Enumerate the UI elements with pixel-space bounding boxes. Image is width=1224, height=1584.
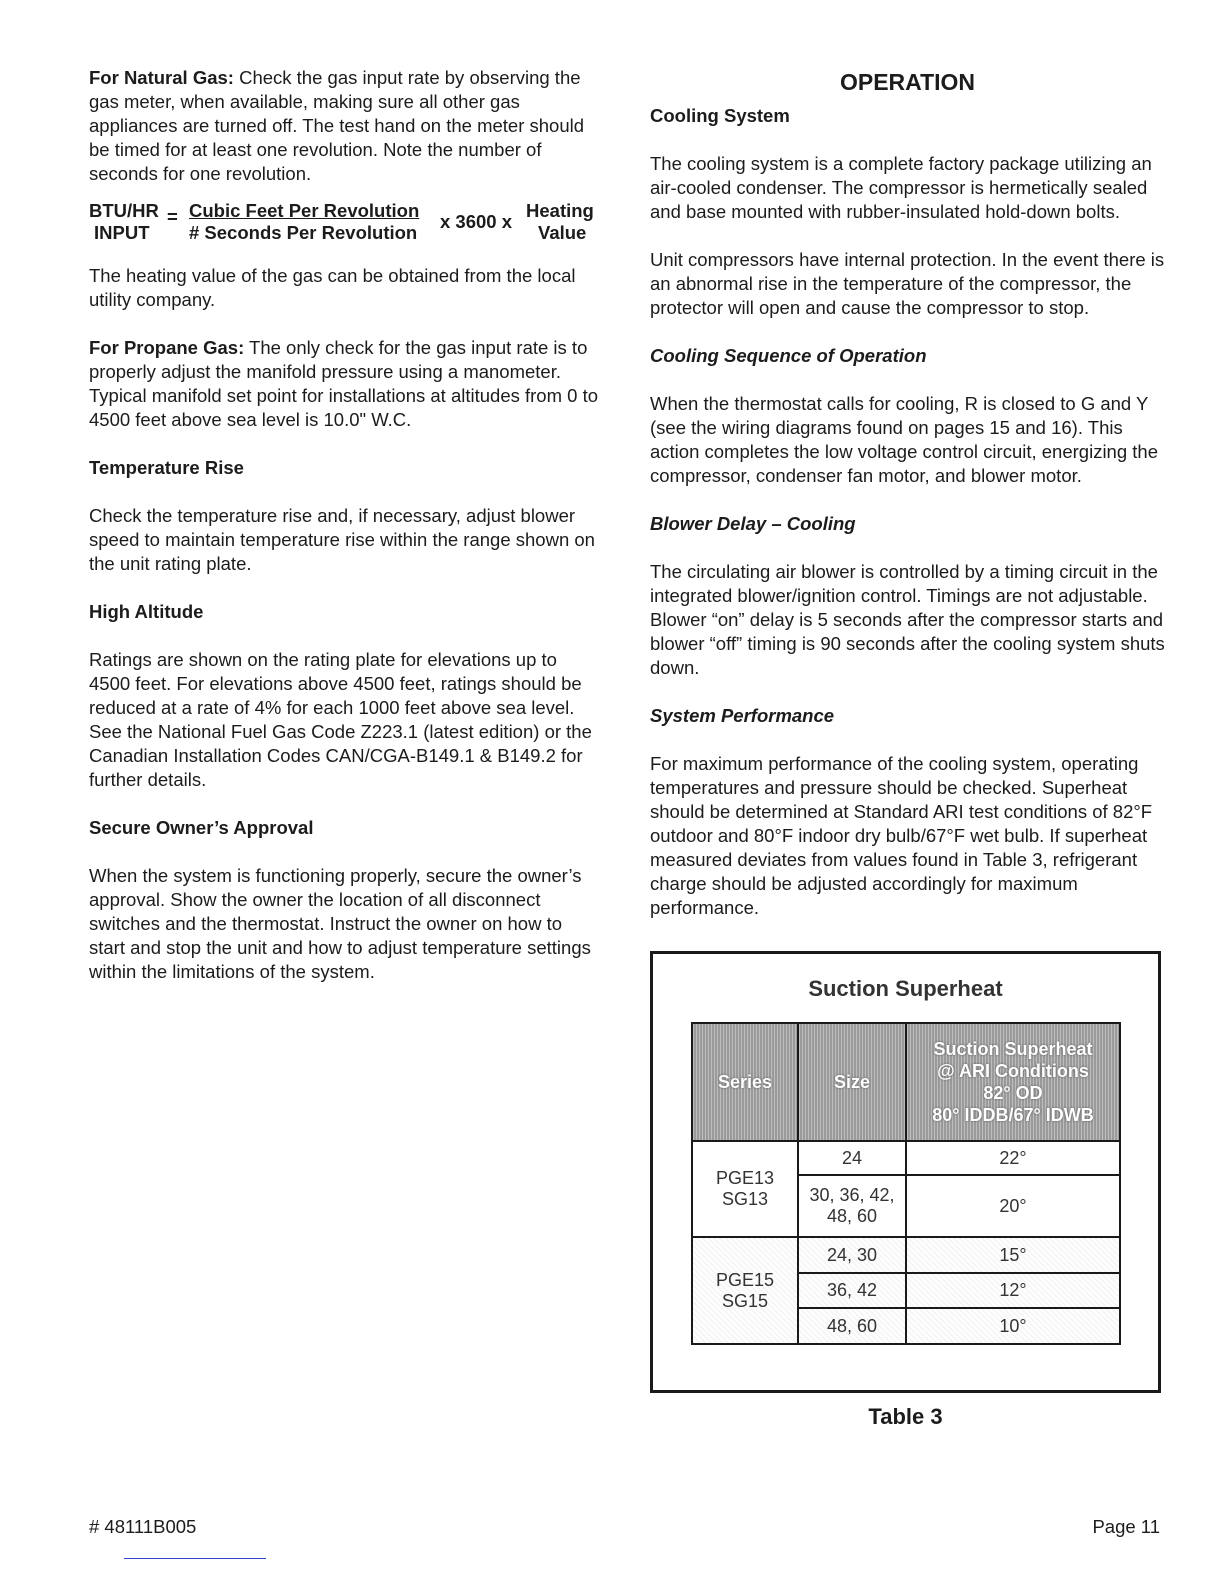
- blower-delay-heading: Blower Delay – Cooling: [650, 513, 856, 534]
- size-cell: 24, 30: [798, 1237, 906, 1273]
- formula-multiplier: x 3600 x: [440, 211, 513, 232]
- high-altitude-heading: High Altitude: [89, 601, 204, 622]
- table-caption: Table 3: [868, 1404, 943, 1429]
- superheat-cell: 15°: [906, 1237, 1120, 1273]
- formula-input-label: INPUT: [94, 222, 150, 243]
- table-row: [692, 1141, 1120, 1175]
- cooling-system-paragraph-1: The cooling system is a complete factory package utilizing an air-cooled condenser. The compressor is hermetically sealed and base mounted with rubber-insulated hold-down bolts.: [650, 153, 1152, 222]
- natural-gas-lead: For Natural Gas:: [89, 67, 234, 88]
- heating-value-paragraph: The heating value of the gas can be obtained from the local utility company.: [89, 265, 576, 310]
- owner-approval-paragraph: When the system is functioning properly, secure the owner’s approval. Show the owner the location of all disconnect switches and the thermostat. Instruct the owner on how to start and stop the unit and how to adjust temperature settings within the limitations of the system.: [89, 865, 591, 982]
- suction-superheat-table-box: [650, 951, 1161, 1393]
- owner-approval-heading: Secure Owner’s Approval: [89, 817, 314, 838]
- superheat-cell: 12°: [906, 1273, 1120, 1308]
- size-cell: 48, 60: [798, 1308, 906, 1344]
- operation-title: OPERATION: [839, 69, 976, 95]
- header-superheat-line-4: 80° IDDB/67° IDWB: [932, 1105, 1094, 1125]
- superheat-cell: 22°: [906, 1141, 1120, 1175]
- suction-superheat-table: [691, 1022, 1121, 1345]
- superheat-cell: 10°: [906, 1308, 1120, 1344]
- header-superheat-line-2: @ ARI Conditions: [937, 1061, 1089, 1081]
- system-performance-paragraph: For maximum performance of the cooling system, operating temperatures and pressure should be checked. Superheat should be determined at Standard ARI test conditions of 82°F outdoor and 80°F indoor dry bulb/67°F wet bulb. If superheat measured deviates from values found in Table 3, refrigerant charge should be adjusted accordingly for maximum performance.: [650, 753, 1153, 918]
- cooling-system-heading: Cooling System: [650, 105, 790, 126]
- size-cell: 24: [798, 1141, 906, 1175]
- footer-divider: [124, 1558, 266, 1559]
- high-altitude-paragraph: Ratings are shown on the rating plate for elevations up to 4500 feet. For elevations above 4500 feet, ratings should be reduced at a rate of 4% for each 1000 feet above sea level. See the National Fuel Gas Code Z223.1 (latest edition) or the Canadian Installation Codes CAN/CGA-B149.1 & B149.2 for further details.: [89, 649, 592, 790]
- header-superheat-line-3: 82° OD: [983, 1083, 1043, 1103]
- left-column: [89, 66, 599, 984]
- formula-btu-label: BTU/HR: [89, 200, 159, 221]
- natural-gas-text: Check the gas input rate by observing the gas meter, when available, making sure all other gas appliances are turned off. The test hand on the meter should be timed for at least one revolution. Note the number of seconds for one revolution.: [89, 67, 585, 184]
- series-pge13-line-1: PGE13: [715, 1168, 775, 1188]
- table-row: [692, 1237, 1120, 1273]
- series-pge15-line-2: SG15: [721, 1290, 769, 1311]
- series-cell-pge15: [692, 1237, 798, 1344]
- formula-denominator: # Seconds Per Revolution: [189, 222, 418, 243]
- size-cell: [798, 1175, 906, 1237]
- propane-paragraph: [89, 336, 599, 432]
- size-line-2: 48, 60: [826, 1206, 878, 1226]
- series-cell-pge13: [692, 1141, 798, 1237]
- btu-formula: [89, 200, 599, 256]
- temperature-rise-paragraph: Check the temperature rise and, if necessary, adjust blower speed to maintain temperature rise within the range shown on the unit rating plate.: [89, 505, 595, 574]
- header-superheat-line-1: Suction Superheat: [933, 1039, 1093, 1059]
- series-pge13-line-2: SG13: [721, 1189, 769, 1209]
- header-superheat: [906, 1023, 1120, 1141]
- cooling-system-paragraph-2: Unit compressors have internal protection. In the event there is an abnormal rise in the temperature of the compressor, the protector will open and cause the compressor to stop.: [650, 249, 1165, 318]
- propane-lead: For Propane Gas:: [89, 337, 245, 358]
- series-pge15-line-1: PGE15: [715, 1269, 775, 1290]
- page-number: Page 11: [1092, 1516, 1160, 1537]
- formula-value-label: Value: [538, 222, 587, 243]
- temperature-rise-heading: Temperature Rise: [89, 457, 244, 478]
- propane-text: The only check for the gas input rate is to properly adjust the manifold pressure using a manometer. Typical manifold set point for installations at altitudes from 0 to 4500 feet above sea level is 10.0" W.C.: [89, 337, 599, 430]
- size-line-1: 30, 36, 42,: [809, 1185, 895, 1205]
- cooling-sequence-heading: Cooling Sequence of Operation: [650, 345, 927, 366]
- header-series: Series: [692, 1023, 798, 1141]
- cooling-sequence-paragraph: When the thermostat calls for cooling, R is closed to G and Y (see the wiring diagrams found on pages 15 and 16). This action completes the low voltage control circuit, energizing the compressor, condenser fan motor, and blower motor.: [650, 393, 1158, 486]
- superheat-cell: 20°: [906, 1175, 1120, 1237]
- size-cell: 36, 42: [798, 1273, 906, 1308]
- header-size: Size: [798, 1023, 906, 1141]
- table-wrapper: [691, 1022, 1121, 1345]
- formula-equals: =: [167, 206, 178, 227]
- natural-gas-paragraph: [89, 66, 599, 186]
- formula-numerator: Cubic Feet Per Revolution: [189, 200, 420, 221]
- blower-delay-paragraph: The circulating air blower is controlled by a timing circuit in the integrated blower/ignition control. Timings are not adjustable. Blower “on” delay is 5 seconds after the compressor starts and blower “off” timing is 90 seconds after the cooling system shuts down.: [650, 561, 1165, 678]
- table-header-row: [692, 1023, 1120, 1141]
- table-title: Suction Superheat: [808, 976, 1003, 1001]
- right-column: [650, 66, 1165, 920]
- document-number: # 48111B005: [89, 1516, 197, 1537]
- system-performance-heading: System Performance: [650, 705, 835, 726]
- formula-heating-label: Heating: [526, 200, 594, 221]
